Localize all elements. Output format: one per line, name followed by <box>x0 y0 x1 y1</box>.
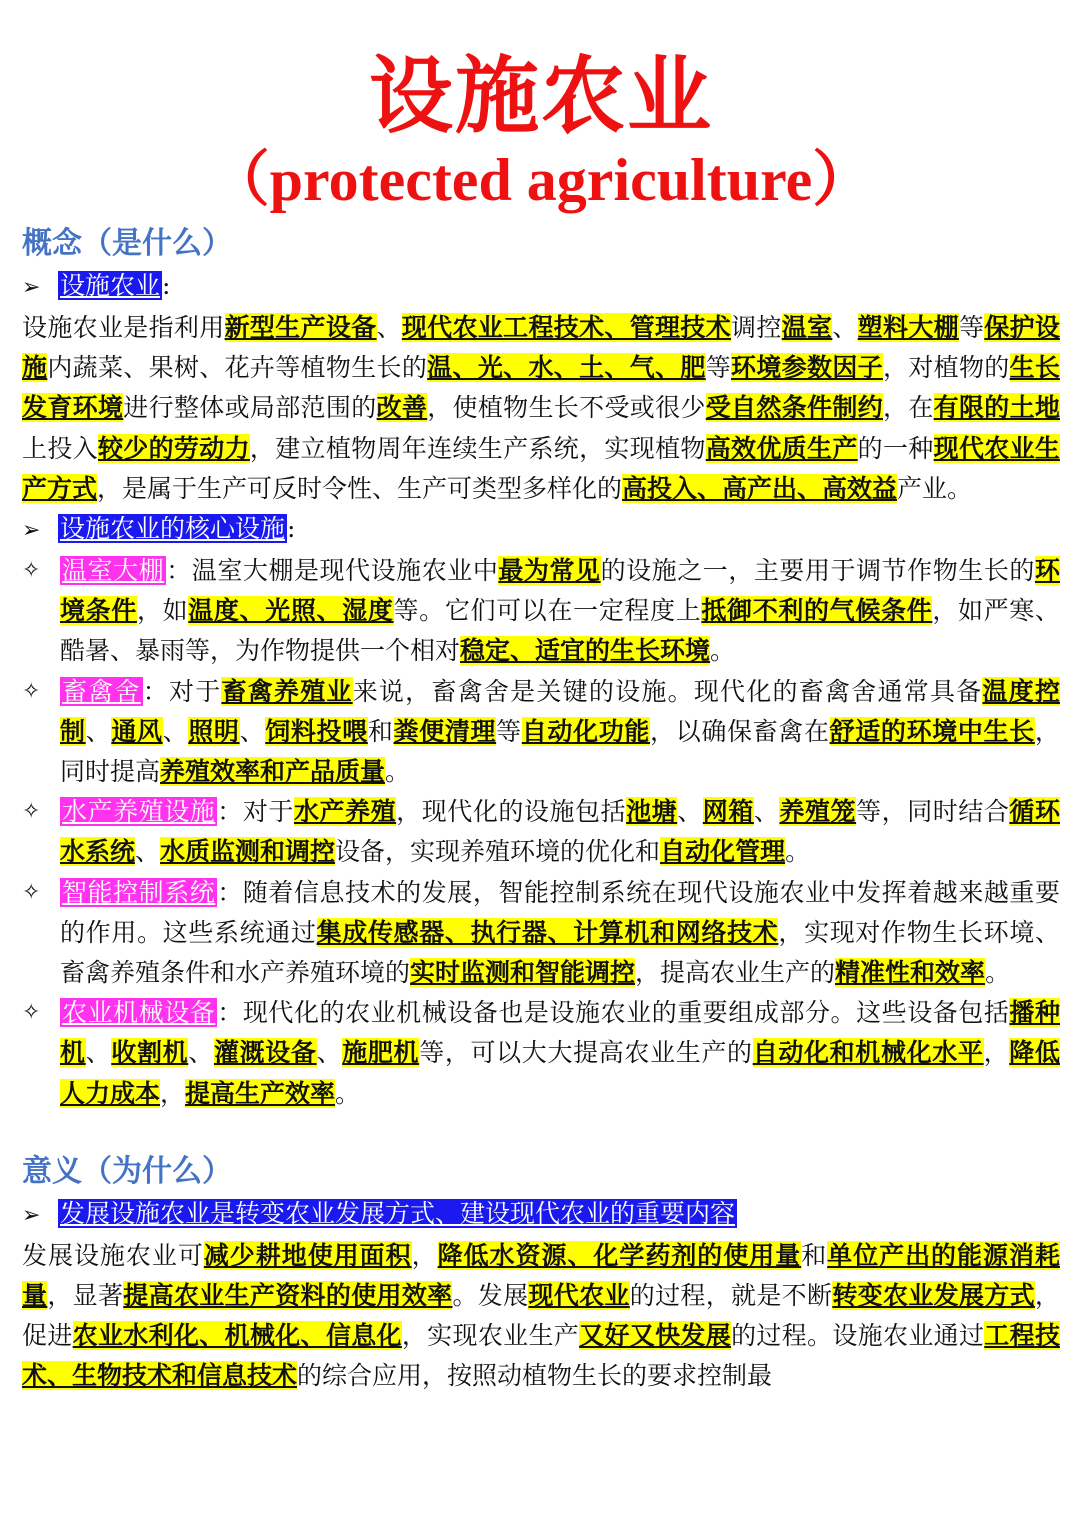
highlighted-text: 实时监测和智能调控 <box>410 958 636 988</box>
highlighted-text: 自动化功能 <box>521 716 651 746</box>
diamond-bullet-icon: ✧ <box>22 799 41 825</box>
highlighted-text: 抵御不利的气候条件 <box>701 596 933 626</box>
body-text: 、 <box>188 1038 214 1068</box>
highlighted-text: 舒适的环境中生长 <box>829 716 1035 746</box>
body-text: ，使植物生长不受或很少 <box>427 393 706 423</box>
highlighted-text: 现代农业生产方式 <box>22 433 1060 503</box>
body-text: 、 <box>753 797 780 827</box>
highlighted-text: 现代农业工程技术、管理技术 <box>401 313 732 342</box>
body-text: 进行整体或局部范围的 <box>123 393 377 423</box>
highlighted-text: 减少耕地使用面积 <box>203 1240 412 1270</box>
section-heading: 意义（为什么） <box>22 1153 232 1189</box>
body-text: 对于 <box>242 797 294 827</box>
highlighted-text: 粪便清理 <box>393 716 497 746</box>
body-text: 发展设施农业可 <box>22 1240 204 1270</box>
page-title: 设施农业 <box>368 46 713 145</box>
body-text: 现代化的农业机械设备也是设施农业的重要组成部分。这些设备包括 <box>242 998 1010 1028</box>
highlighted-text: 精准性和效率 <box>835 958 986 988</box>
body-text: 。 <box>385 757 411 787</box>
highlighted-text: 养殖笼 <box>779 797 857 827</box>
body-text: 设备，实现养殖环境的优化和 <box>335 837 661 867</box>
body-text: 内蔬菜、果树、花卉等植物生长的 <box>47 353 428 383</box>
bullet-heading <box>22 509 1060 551</box>
body-text: 等。它们可以在一定程度上 <box>393 596 702 626</box>
body-text: 对植物的 <box>908 353 1010 383</box>
body-text: 、 <box>85 716 112 746</box>
body-text: ，显著 <box>47 1281 124 1311</box>
highlighted-text: 工程技术、生物技术和信息技术 <box>22 1321 1060 1391</box>
highlighted-text: 保护设施 <box>22 313 1060 383</box>
sub-item-body <box>60 792 1060 872</box>
body-text: 随着信息技术的发展，智能控制系统在现代设施农业中发挥着越来越重要的作用。这些系统通过 <box>60 877 1060 947</box>
body-text: 等 <box>496 716 522 746</box>
body-text: 等，同时结合 <box>856 797 1010 827</box>
highlighted-text: 畜禽养殖业 <box>221 676 353 706</box>
body-text: 的过程，就是不断 <box>629 1281 833 1311</box>
body-text: 、 <box>135 837 161 867</box>
body-text: 和 <box>367 716 394 746</box>
highlighted-text: 灌溉设备 <box>213 1038 317 1068</box>
sub-item-suffix: ： <box>217 998 243 1028</box>
body-text: 的一种 <box>857 433 934 463</box>
body-text: 。 <box>985 958 1011 988</box>
highlighted-text: 温室 <box>781 313 833 342</box>
body-text: ， <box>160 1078 186 1108</box>
highlighted-text: 新型生产设备 <box>224 313 377 342</box>
bullet-suffix: : <box>162 271 171 300</box>
diamond-bullet-icon: ✧ <box>22 558 41 584</box>
body-text: 。发展 <box>452 1281 529 1311</box>
body-text: ，促进 <box>22 1281 1060 1351</box>
highlighted-text: 稳定、适宜的生长环境 <box>460 636 711 666</box>
highlighted-text: 自动化管理 <box>660 837 786 867</box>
page-subtitle: （protected agriculture） <box>209 147 873 213</box>
body-text: ，如严寒、酷暑、暴雨等，为作物提供一个相对 <box>60 596 1060 666</box>
arrow-bullet-icon: ➢ <box>22 518 41 544</box>
sub-item <box>22 993 1060 1114</box>
body-text: ，如 <box>136 596 189 626</box>
body-text: ，实现对作物生长环境、畜禽养殖条件和水产养殖环境的 <box>60 917 1060 988</box>
body-text: 、 <box>85 1038 112 1068</box>
arrow-bullet-icon: ➢ <box>22 1202 41 1228</box>
bullet-tag: 设施农业 <box>60 271 161 300</box>
body-text: 等 <box>958 313 985 342</box>
sub-item <box>22 873 1060 994</box>
arrow-bullet-icon: ➢ <box>22 275 41 300</box>
body-text: 调控 <box>731 313 782 342</box>
highlighted-text: 池塘 <box>626 797 678 827</box>
sub-item <box>22 551 1060 672</box>
highlighted-text: 收割机 <box>111 1038 189 1068</box>
bullet-heading <box>22 1194 1060 1236</box>
body-text: ， <box>411 1240 438 1270</box>
body-text: 的设施之一，主要用于调节作物生长的 <box>600 556 1035 586</box>
highlighted-text: 温、光、水、土、气、肥 <box>427 353 706 383</box>
body-text: 、 <box>316 1038 343 1068</box>
highlighted-text: 养殖效率和产品质量 <box>160 757 386 787</box>
body-text: 、 <box>239 716 266 746</box>
body-text: ，实现农业生产 <box>401 1321 580 1351</box>
bullet-heading <box>22 266 1060 308</box>
highlighted-text: 环境参数因子 <box>731 353 883 383</box>
sub-item <box>22 792 1060 872</box>
highlighted-text: 又好又快发展 <box>579 1321 732 1351</box>
sub-item-body <box>60 873 1060 994</box>
highlighted-text: 农业水利化、机械化、信息化 <box>72 1321 402 1351</box>
highlighted-text: 水质监测和调控 <box>160 837 336 867</box>
body-text: 温室大棚是现代设施农业中 <box>191 556 499 586</box>
highlighted-text: 最为常见 <box>498 556 601 586</box>
body-text: 的综合应用，按照动植物生长的要求控制最 <box>297 1361 773 1391</box>
diamond-bullet-icon: ✧ <box>22 678 41 704</box>
highlighted-text: 降低人力成本 <box>60 1038 1060 1108</box>
highlighted-text: 生长发育环境 <box>22 353 1060 423</box>
diamond-bullet-icon: ✧ <box>22 1000 41 1026</box>
body-text: 上投入 <box>22 433 98 463</box>
highlighted-text: 照明 <box>188 716 240 746</box>
body-text: 、 <box>832 313 858 342</box>
diamond-bullet-icon: ✧ <box>22 879 41 905</box>
body-text: 等，可以大大提高农业生产的 <box>419 1038 753 1068</box>
highlighted-text: 循环水系统 <box>60 797 1060 867</box>
body-text: 。 <box>335 1078 361 1108</box>
highlighted-text: 高效优质生产 <box>705 433 858 463</box>
sub-item-tag: 智能控制系统 <box>62 877 216 907</box>
section-heading: 概念（是什么） <box>22 226 232 261</box>
body-text: ，建立植物周年连续生产系统，实现植物 <box>249 433 706 463</box>
highlighted-text: 受自然条件制约 <box>705 393 883 423</box>
highlighted-text: 水产养殖 <box>293 797 397 827</box>
sub-item-tag: 农业机械设备 <box>62 998 216 1028</box>
highlighted-text: 集成传感器、执行器、计算机和网络技术 <box>316 917 779 947</box>
highlighted-text: 施肥机 <box>342 1038 420 1068</box>
bullet-tag: 发展设施农业是转变农业发展方式、建设现代农业的重要内容 <box>60 1198 736 1228</box>
highlighted-text: 饲料投喂 <box>265 716 368 746</box>
sub-item-tag: 温室大棚 <box>62 556 165 586</box>
sub-item-suffix: ： <box>217 797 243 827</box>
highlighted-text: 网箱 <box>702 797 754 827</box>
body-text: ， <box>983 1038 1010 1068</box>
bullet-tag: 设施农业的核心设施 <box>60 514 286 544</box>
body-text: 来说，畜禽舍是关键的设施。现代化的畜禽舍通常具备 <box>352 676 983 706</box>
highlighted-text: 通风 <box>111 716 163 746</box>
sub-item-suffix: ： <box>217 877 243 907</box>
highlighted-text: 转变农业发展方式 <box>832 1281 1035 1311</box>
highlighted-text: 改善 <box>376 393 428 423</box>
body-text: 对于 <box>168 676 222 706</box>
body-text: ，同时提高 <box>60 716 1060 787</box>
highlighted-text: 降低水资源、化学药剂的使用量 <box>437 1240 802 1270</box>
sub-item-tag: 畜禽舍 <box>62 676 141 706</box>
highlighted-text: 较少的劳动力 <box>97 433 250 463</box>
highlighted-text: 自动化和机械化水平 <box>752 1038 984 1068</box>
highlighted-text: 提高农业生产资料的使用效率 <box>123 1281 453 1311</box>
highlighted-text: 温度、光照、湿度 <box>188 596 394 626</box>
highlighted-text: 高投入、高产出、高效益 <box>622 473 898 503</box>
body-text: ，现代化的设施包括 <box>396 797 627 827</box>
bullet-suffix: : <box>287 514 296 544</box>
highlighted-text: 环境条件 <box>60 556 1060 626</box>
body-text: 、 <box>376 313 402 342</box>
body-text: 设施农业是指利用 <box>22 313 225 342</box>
highlighted-text: 塑料大棚 <box>857 313 959 342</box>
body-text: ，提高农业生产的 <box>635 958 836 988</box>
document-body <box>22 222 1060 1397</box>
body-text: ， <box>882 353 909 383</box>
highlighted-text: 温度控制 <box>60 676 1060 746</box>
body-text: 。 <box>785 837 811 867</box>
body-text: ，在 <box>883 393 934 423</box>
body-text: 和 <box>801 1240 828 1270</box>
body-text: 、 <box>677 797 703 827</box>
body-text: 、 <box>162 716 189 746</box>
paragraph <box>22 308 1060 509</box>
body-text: 等 <box>705 353 732 383</box>
sub-item-tag: 水产养殖设施 <box>62 797 216 827</box>
body-text: 。 <box>710 636 736 666</box>
body-text: 产业。 <box>897 473 973 503</box>
highlighted-text: 有限的土地 <box>933 393 1060 423</box>
paragraph <box>22 1236 1060 1397</box>
sub-item-suffix: ： <box>142 676 169 706</box>
sub-item-body <box>60 993 1060 1114</box>
body-text: ，以确保畜禽在 <box>650 716 830 746</box>
highlighted-text: 提高生产效率 <box>185 1078 336 1108</box>
sub-item-body <box>60 672 1060 793</box>
body-text: ，是属于生产可反时令性、生产可类型多样化的 <box>97 473 623 503</box>
sub-item-body <box>60 551 1060 672</box>
body-text: 的过程。设施农业通过 <box>731 1321 985 1351</box>
highlighted-text: 播种机 <box>60 998 1060 1068</box>
sub-item <box>22 672 1060 793</box>
highlighted-text: 单位产出的能源消耗量 <box>22 1240 1060 1311</box>
highlighted-text: 现代农业 <box>528 1281 630 1311</box>
sub-item-suffix: ： <box>166 556 192 586</box>
